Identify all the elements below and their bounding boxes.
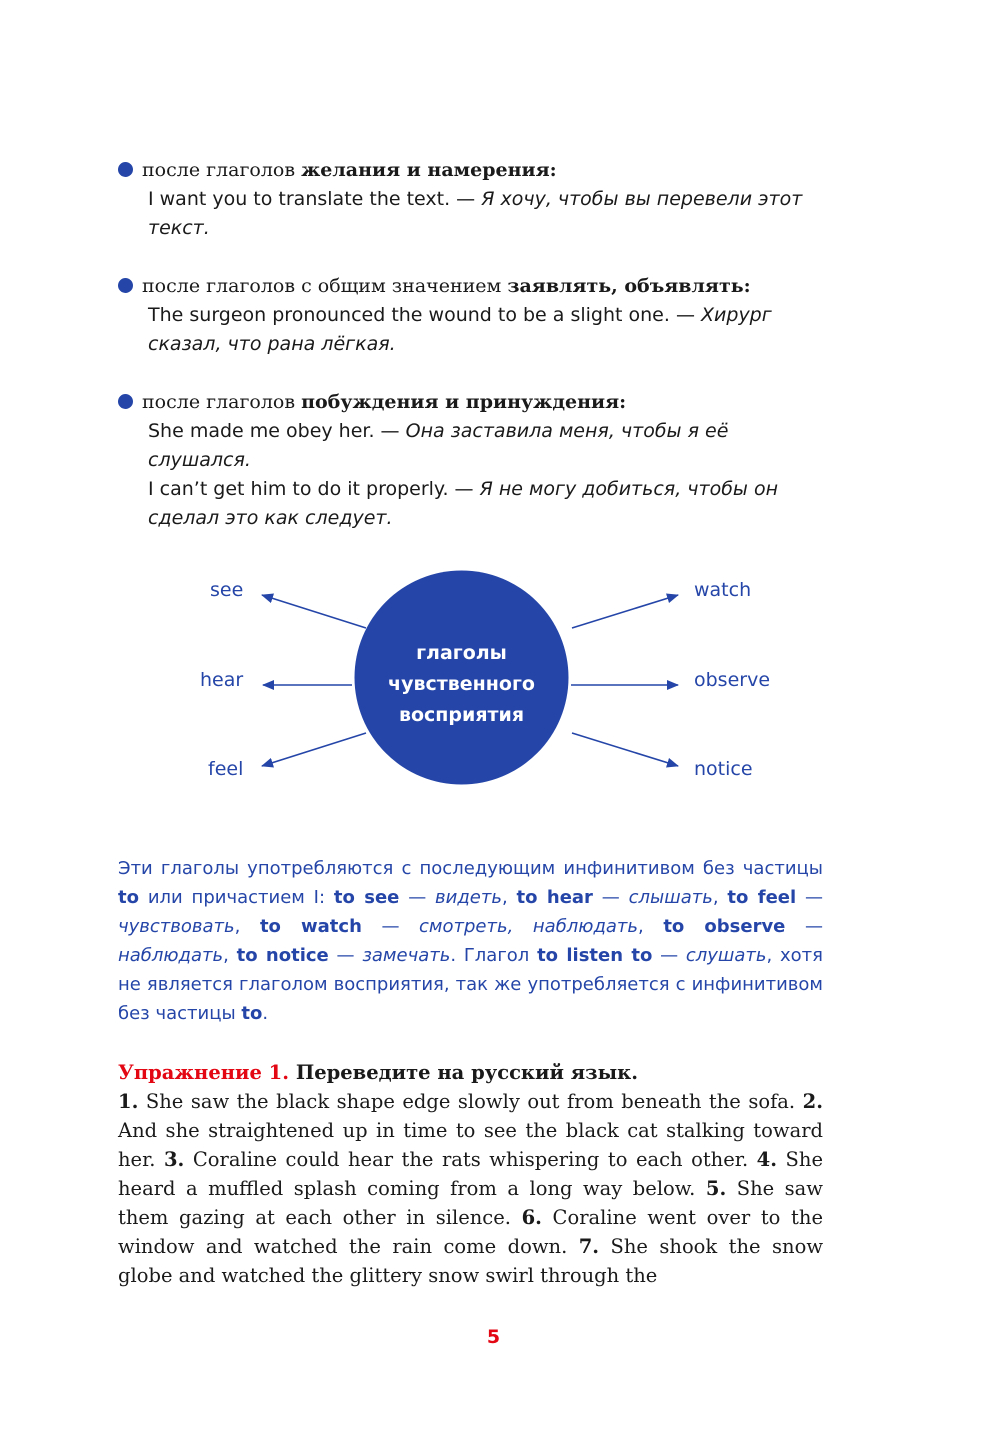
perception-verbs-diagram <box>0 560 987 810</box>
note-italic: видеть <box>435 887 502 908</box>
center-label-line: чувственного <box>388 673 535 695</box>
rule-desire <box>118 155 823 243</box>
note-bold: to watch <box>259 916 362 937</box>
center-label-line: глаголы <box>416 642 507 664</box>
rule-lead-bold: заявлять, объявлять: <box>507 275 751 297</box>
example <box>148 475 823 533</box>
rule-heading <box>118 271 823 301</box>
note-text: . Глагол <box>450 945 538 966</box>
label-observe: observe <box>694 669 771 691</box>
item-number: 1. <box>118 1090 139 1113</box>
page-number: 5 <box>486 1326 501 1348</box>
example <box>148 417 823 475</box>
note-text: , <box>234 916 260 937</box>
note-italic: смотреть, наблюдать <box>419 916 639 937</box>
arrow-watch <box>572 595 678 628</box>
rule-lead: после глаголов с общим значением <box>142 275 508 297</box>
note-bold: to <box>241 1003 263 1024</box>
usage-note <box>118 854 823 1028</box>
note-bold: to notice <box>236 945 329 966</box>
note-text: — <box>361 916 420 937</box>
bullet-icon <box>118 278 133 293</box>
note-text: . <box>262 1003 269 1024</box>
item-text: She saw them gazing at each other in silence. <box>118 1177 823 1229</box>
example-en: I want you to translate the text. <box>148 188 451 210</box>
item-number: 4. <box>756 1148 778 1171</box>
rule-lead-bold: желания и намерения: <box>301 159 557 181</box>
note-bold: to observe <box>663 916 786 937</box>
dash: — <box>448 478 480 500</box>
dash: — <box>669 304 702 326</box>
note-bold: to listen to <box>537 945 653 966</box>
label-feel: feel <box>208 758 244 780</box>
item-text: She shook the snow globe and watched the glittery snow swirl through the <box>118 1235 824 1287</box>
example-ru: Она заставила меня, чтобы я её слушался. <box>148 420 729 471</box>
example-en: I can’t get him to do it properly. <box>148 478 449 500</box>
note-text: — <box>592 887 629 908</box>
note-text: , хотя не является глаголом восприятия, так же употребляется с инфинитивом без частицы <box>118 945 823 1024</box>
note-text: или причастием I: <box>138 887 334 908</box>
label-see: see <box>210 579 244 601</box>
rule-lead: после глаголов <box>142 159 302 181</box>
example-en: The surgeon pronounced the wound to be a slight one. <box>148 304 670 326</box>
note-bold: to <box>118 887 139 908</box>
note-text: — <box>796 887 823 908</box>
note-text: — <box>328 945 363 966</box>
item-text: And she straightened up in time to see the black cat stalking toward her. <box>118 1119 823 1171</box>
example-en: She made me obey her. <box>148 420 375 442</box>
rule-lead: после глаголов <box>142 391 302 413</box>
note-italic: слушать <box>685 945 767 966</box>
rule-declare <box>118 271 823 359</box>
dash: — <box>450 188 482 210</box>
example-ru: Я не могу добиться, чтобы он сделал это как следует. <box>148 478 778 529</box>
item-number: 6. <box>521 1206 542 1229</box>
exercise-1 <box>118 1058 823 1290</box>
center-label-line: восприятия <box>398 704 525 726</box>
item-number: 2. <box>802 1090 823 1113</box>
item-number: 5. <box>705 1177 727 1200</box>
label-hear: hear <box>200 669 244 691</box>
note-italic: замечать <box>362 945 451 966</box>
item-text: Coraline went over to the window and watched the rain come down. <box>118 1206 823 1258</box>
note-text: , <box>223 945 237 966</box>
note-text: — <box>785 916 823 937</box>
note-italic: наблюдать <box>118 945 224 966</box>
arrow-see <box>262 595 366 628</box>
note-bold: to see <box>333 887 400 908</box>
rule-heading <box>118 155 823 185</box>
example-ru: Я хочу, чтобы вы перевели этот текст. <box>148 188 803 239</box>
example <box>148 301 823 359</box>
center-label <box>355 638 568 731</box>
note-italic: чувствовать <box>118 916 235 937</box>
note-text: , <box>638 916 664 937</box>
note-text: Эти глаголы употребляются с последующим инфинитивом без частицы <box>118 858 823 879</box>
arrow-notice <box>572 733 678 766</box>
rule-heading <box>118 387 823 417</box>
item-text: She saw the black shape edge slowly out from beneath the sofa. <box>138 1090 803 1113</box>
item-number: 3. <box>163 1148 185 1171</box>
arrow-feel <box>262 733 366 766</box>
note-text: — <box>399 887 436 908</box>
example <box>148 185 823 243</box>
exercise-instruction: Переведите на русский язык. <box>289 1061 639 1084</box>
item-text: She heard a muffled splash coming from a long way below. <box>118 1148 823 1200</box>
item-number: 7. <box>578 1235 600 1258</box>
note-bold: to feel <box>727 887 797 908</box>
note-text: , <box>712 887 728 908</box>
label-notice: notice <box>694 758 753 780</box>
rule-lead-bold: побуждения и принуждения: <box>301 391 627 413</box>
dash: — <box>374 420 406 442</box>
bullet-icon <box>118 162 133 177</box>
rule-compel <box>118 387 823 533</box>
item-text: Coraline could hear the rats whispering to each other. <box>184 1148 757 1171</box>
bullet-icon <box>118 394 133 409</box>
note-italic: слышать <box>628 887 713 908</box>
label-watch: watch <box>694 579 752 601</box>
example-ru: Хирург сказал, что рана лёгкая. <box>148 304 772 355</box>
note-text: , <box>501 887 517 908</box>
exercise-label: Упражнение 1. <box>118 1061 290 1084</box>
note-text: — <box>652 945 686 966</box>
note-bold: to hear <box>516 887 593 908</box>
